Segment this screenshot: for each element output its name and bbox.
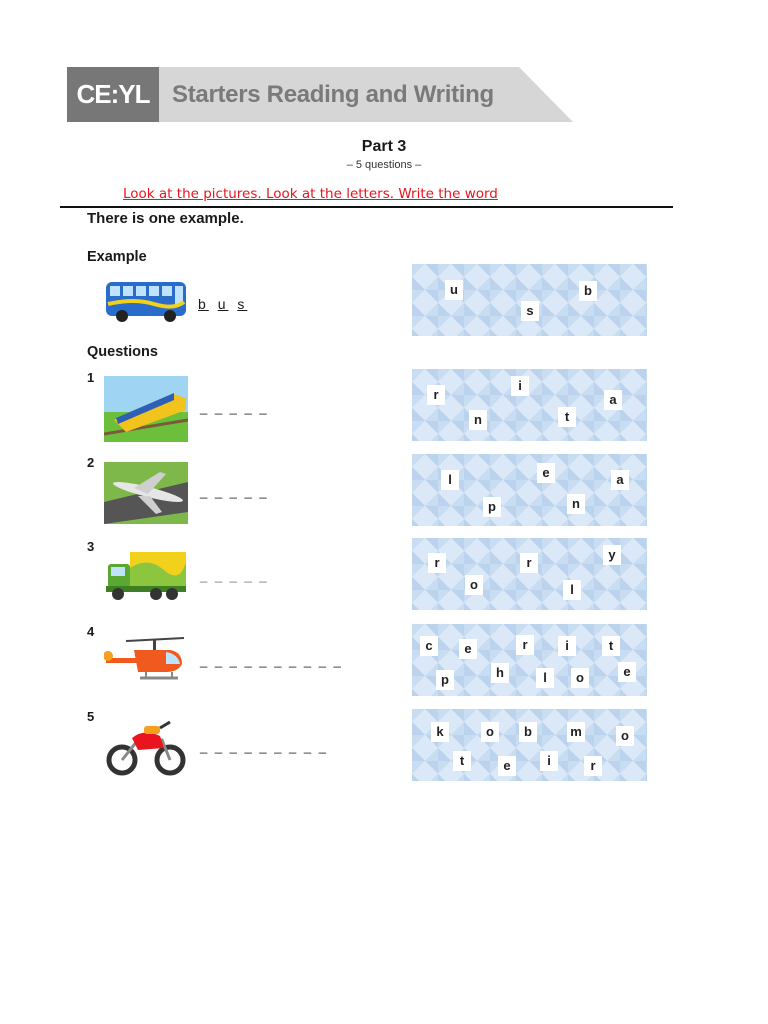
letter-tile: e [537,463,555,483]
letter-tile: t [453,751,471,771]
header-banner [67,67,573,122]
instruction-text: Look at the pictures. Look at the letters. Write the word [123,186,498,202]
helicopter-picture [104,634,188,700]
letter-tile: a [611,470,629,490]
motorbike-picture [104,714,188,780]
header-tag: CE:YL [67,67,159,122]
letter-tile: t [602,636,620,656]
letter-tile: y [603,545,621,565]
header-title: Starters Reading and Writing [172,81,494,108]
question-2-letter-tiles [412,454,647,526]
letter-tile: a [604,390,622,410]
answer-blanks[interactable]: _ _ _ _ _ [200,568,269,583]
divider-line [60,206,673,208]
letter-tile: r [427,385,445,405]
intro-text: There is one example. [87,210,244,227]
letter-tile: r [428,553,446,573]
question-3-letter-tiles [412,538,647,610]
answer-letter: u [217,296,229,312]
question-number: 4 [87,624,95,639]
question-number: 2 [87,455,95,470]
answer-blanks[interactable]: _ _ _ _ _ [200,400,269,415]
answer-blanks[interactable]: _ _ _ _ _ _ _ _ _ _ [200,653,343,668]
answer-blanks[interactable]: _ _ _ _ _ [200,484,269,499]
answer-letter: s [237,296,248,312]
question-number: 3 [87,539,95,554]
letter-tile: i [558,636,576,656]
example-letter-tiles [412,264,647,336]
letter-tile: r [520,553,538,573]
letter-tile: o [571,668,589,688]
letter-tile: n [567,494,585,514]
letter-tile: n [469,410,487,430]
letter-tile: h [491,663,509,683]
letter-tile: o [481,722,499,742]
answer-blanks[interactable]: _ _ _ _ _ _ _ _ _ [200,739,328,754]
plane-picture [104,462,188,528]
question-4-letter-tiles [412,624,647,696]
letter-tile: o [465,575,483,595]
letter-tile: e [498,756,516,776]
letter-tile: c [420,636,438,656]
example-answer [198,296,249,312]
letter-tile: i [540,751,558,771]
letter-tile: e [459,639,477,659]
train-picture [104,376,188,442]
letter-tile: b [579,281,597,301]
letter-tile: s [521,301,539,321]
part-subtitle: – 5 questions – [346,159,422,171]
question-5-letter-tiles [412,709,647,781]
letter-tile: r [516,635,534,655]
letter-tile: m [567,722,585,742]
example-label: Example [87,249,147,265]
part-title: Part 3 [361,138,407,155]
question-1-letter-tiles [412,369,647,441]
letter-tile: u [445,280,463,300]
letter-tile: o [616,726,634,746]
letter-tile: b [519,722,537,742]
letter-tile: l [563,580,581,600]
letter-tile: i [511,376,529,396]
letter-tile: e [618,662,636,682]
letter-tile: p [436,670,454,690]
letter-tile: l [536,668,554,688]
question-number: 1 [87,370,95,385]
question-number: 5 [87,709,95,724]
letter-tile: r [584,756,602,776]
letter-tile: k [431,722,449,742]
lorry-picture [104,548,188,614]
bus-picture [104,274,188,340]
letter-tile: t [558,407,576,427]
letter-tile: l [441,470,459,490]
answer-letter: b [198,296,209,312]
questions-label: Questions [87,344,158,360]
letter-tile: p [483,497,501,517]
